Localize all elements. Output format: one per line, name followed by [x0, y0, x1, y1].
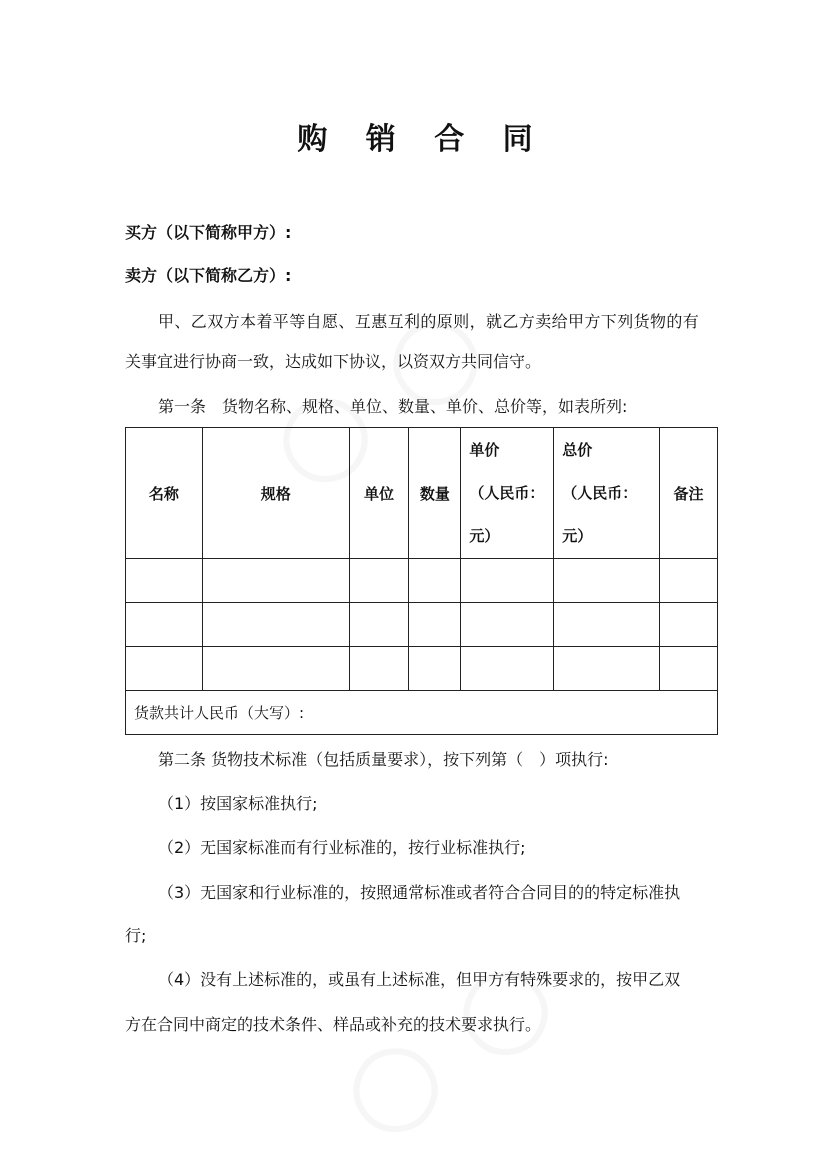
standard-option-3-line-1: （3）无国家和行业标准的，按照通常标准或者符合合同目的的特定标准执 [158, 883, 681, 902]
table-total-row [126, 691, 718, 735]
header-remarks: 备注 [660, 428, 718, 559]
table-cell[interactable] [126, 647, 203, 691]
header-name: 名称 [126, 428, 203, 559]
standard-option-4-line-1: （4）没有上述标准的，或虽有上述标准，但甲方有特殊要求的，按甲乙双 [158, 970, 681, 989]
table-row [126, 603, 718, 647]
table-cell[interactable] [554, 603, 660, 647]
header-unit-price [461, 428, 554, 559]
goods-table [125, 427, 718, 735]
table-cell[interactable] [202, 559, 349, 603]
header-total-price-line: 总价 [562, 440, 593, 459]
table-cell[interactable] [409, 559, 461, 603]
header-spec: 规格 [202, 428, 349, 559]
buyer-label: 买方（以下简称甲方）: [125, 223, 292, 242]
table-cell[interactable] [554, 559, 660, 603]
table-cell[interactable] [554, 647, 660, 691]
table-cell[interactable] [126, 603, 203, 647]
table-cell[interactable] [349, 603, 409, 647]
table-row [126, 647, 718, 691]
header-unit-price-line: （人民币： [469, 483, 545, 502]
header-quantity: 数量 [409, 428, 461, 559]
table-cell[interactable] [461, 647, 554, 691]
standard-option-2: （2）无国家标准而有行业标准的，按行业标准执行; [158, 838, 526, 857]
table-cell[interactable] [660, 647, 718, 691]
table-cell[interactable] [202, 603, 349, 647]
table-cell[interactable] [409, 647, 461, 691]
table-cell[interactable] [349, 647, 409, 691]
table-cell[interactable] [660, 603, 718, 647]
standard-option-1: （1）按国家标准执行; [158, 794, 318, 813]
table-cell[interactable] [349, 559, 409, 603]
header-unit-price-line: 单价 [469, 440, 500, 459]
page-title: 购 销 合 同 [297, 122, 547, 157]
header-unit-price-line: 元） [469, 526, 500, 545]
article-1-heading: 第一条 货物名称、规格、单位、数量、单价、总价等，如表所列: [158, 397, 628, 416]
header-total-price-line: 元） [562, 526, 593, 545]
article-2-heading: 第二条 货物技术标准（包括质量要求），按下列第（ ）项执行: [158, 750, 609, 769]
standard-option-3-line-2: 行; [125, 926, 147, 945]
table-cell[interactable] [126, 559, 203, 603]
table-cell[interactable] [409, 603, 461, 647]
header-total-price-line: （人民币： [562, 483, 638, 502]
standard-option-4-line-2: 方在合同中商定的技术条件、样品或补充的技术要求执行。 [125, 1015, 542, 1034]
header-unit: 单位 [349, 428, 409, 559]
header-total-price [554, 428, 660, 559]
intro-paragraph-line-2: 关事宜进行协商一致，达成如下协议，以资双方共同信守。 [125, 352, 542, 371]
watermark [314, 926, 576, 1163]
table-cell[interactable] [461, 603, 554, 647]
table-cell[interactable] [202, 647, 349, 691]
intro-paragraph-line-1: 甲、乙双方本着平等自愿、互惠互利的原则，就乙方卖给甲方下列货物的有 [158, 312, 700, 331]
total-amount-label: 货款共计人民币（大写）: [126, 691, 718, 735]
table-cell[interactable] [660, 559, 718, 603]
table-header-row [126, 428, 718, 559]
seller-label: 卖方（以下简称乙方）: [125, 266, 292, 285]
table-row [126, 559, 718, 603]
table-cell[interactable] [461, 559, 554, 603]
